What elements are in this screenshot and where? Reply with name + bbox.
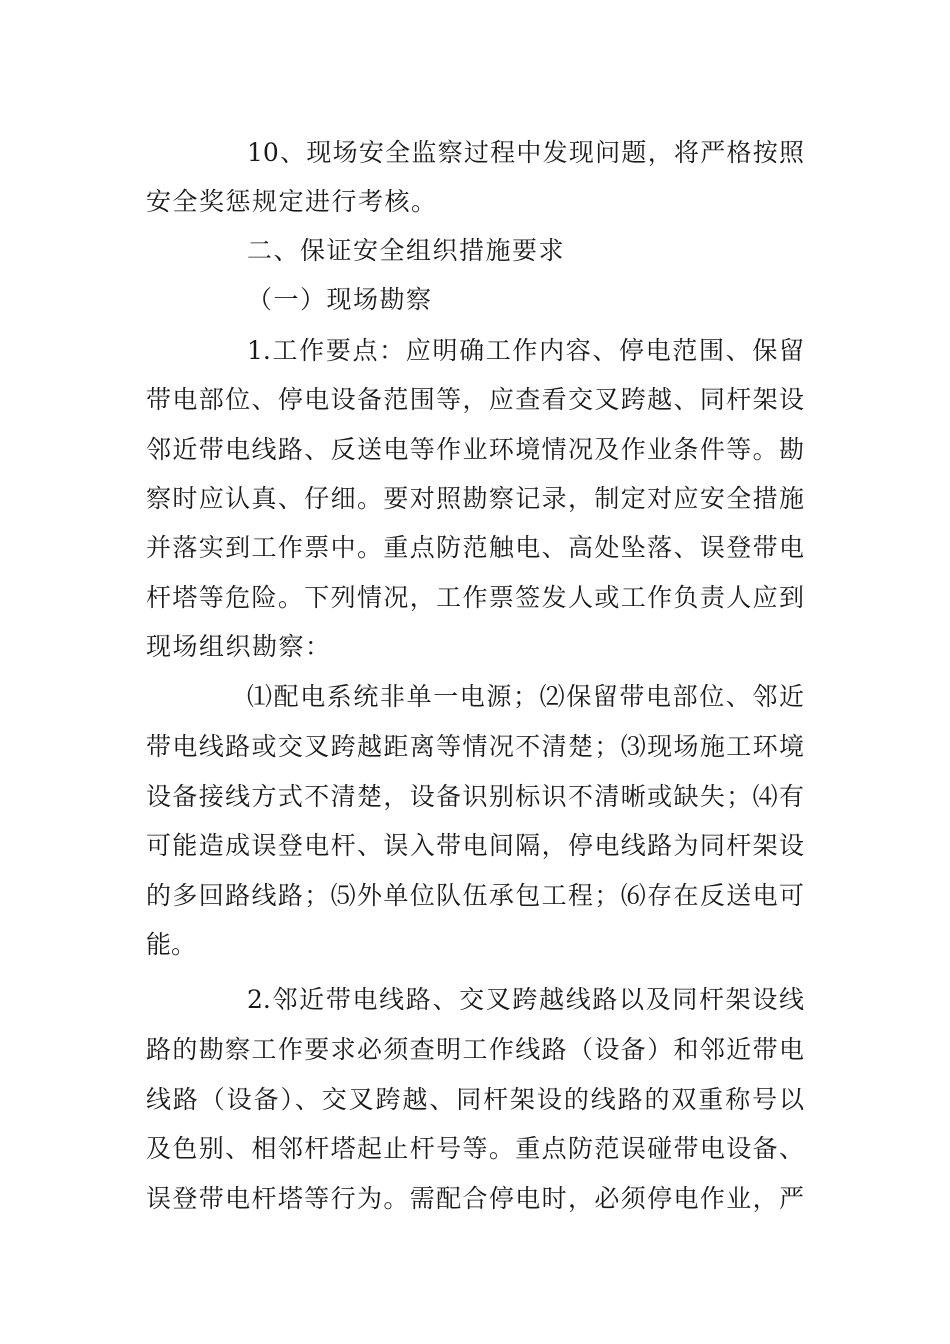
paragraph-line [0,1075,950,1125]
paragraph-line [0,920,950,970]
paragraph-text: 带电线路或交叉跨越距离等情况不清楚；⑶现场施工环境 [146,732,804,761]
paragraph-text: 设备接线方式不清楚，设备识别标识不清晰或缺失；⑷有 [146,782,804,811]
paragraph-text: 察时应认真、仔细。要对照勘察记录，制定对应安全措施 [146,484,804,513]
paragraph-line [0,425,950,475]
paragraph-text: 10、现场安全监察过程中发现问题，将严格按照 [247,138,804,167]
paragraph-text: 能。 [146,930,197,959]
paragraph-line [0,474,950,524]
subsection-heading-text: （一）现场勘察 [247,285,433,314]
paragraph-text: 1.工作要点：应明确工作内容、停电范围、保留 [247,336,804,365]
paragraph-line [0,326,950,376]
paragraph-line [0,375,950,425]
paragraph-text: ⑴配电系统非单一电源；⑵保留带电部位、邻近 [247,682,804,711]
paragraph-text: 误登带电杆塔等行为。需配合停电时，必须停电作业，严 [146,1184,804,1213]
paragraph-text: 带电部位、停电设备范围等，应查看交叉跨越、同杆架设 [146,385,804,414]
paragraph-line [0,772,950,822]
paragraph-text: 并落实到工作票中。重点防范触电、高处坠落、误登带电 [146,533,804,562]
paragraph-line [0,1124,950,1174]
paragraph-line [0,622,950,672]
paragraph-line [0,573,950,623]
paragraph-text: 2.邻近带电线路、交叉跨越线路以及同杆架设线 [247,985,804,1014]
paragraph-line [0,821,950,871]
paragraph-line [0,975,950,1025]
paragraph-line [0,1025,950,1075]
subsection-heading [0,275,950,325]
paragraph-text: 邻近带电线路、反送电等作业环境情况及作业条件等。勘 [146,435,804,464]
paragraph-text: 可能造成误登电杆、误入带电间隔，停电线路为同杆架设 [146,831,804,860]
paragraph-text: 安全奖惩规定进行考核。 [146,187,438,216]
paragraph-line [0,1174,950,1224]
paragraph-line [0,722,950,772]
paragraph-text: 线路（设备）、交叉跨越、同杆架设的线路的双重称号以 [146,1085,804,1114]
paragraph-text: 现场组织勘察： [146,632,332,661]
paragraph-text: 路的勘察工作要求必须查明工作线路（设备）和邻近带电 [146,1035,804,1064]
section-heading [0,226,950,276]
paragraph-line [0,523,950,573]
paragraph-line [0,177,950,227]
paragraph-text: 杆塔等危险。下列情况，工作票签发人或工作负责人应到 [146,583,804,612]
paragraph-line [0,128,950,178]
section-heading-text: 二、保证安全组织措施要求 [247,236,566,265]
paragraph-line [0,871,950,921]
paragraph-text: 的多回路线路；⑸外单位队伍承包工程；⑹存在反送电可 [146,881,804,910]
paragraph-text: 及色别、相邻杆塔起止杆号等。重点防范误碰带电设备、 [146,1134,804,1163]
paragraph-line [0,672,950,722]
